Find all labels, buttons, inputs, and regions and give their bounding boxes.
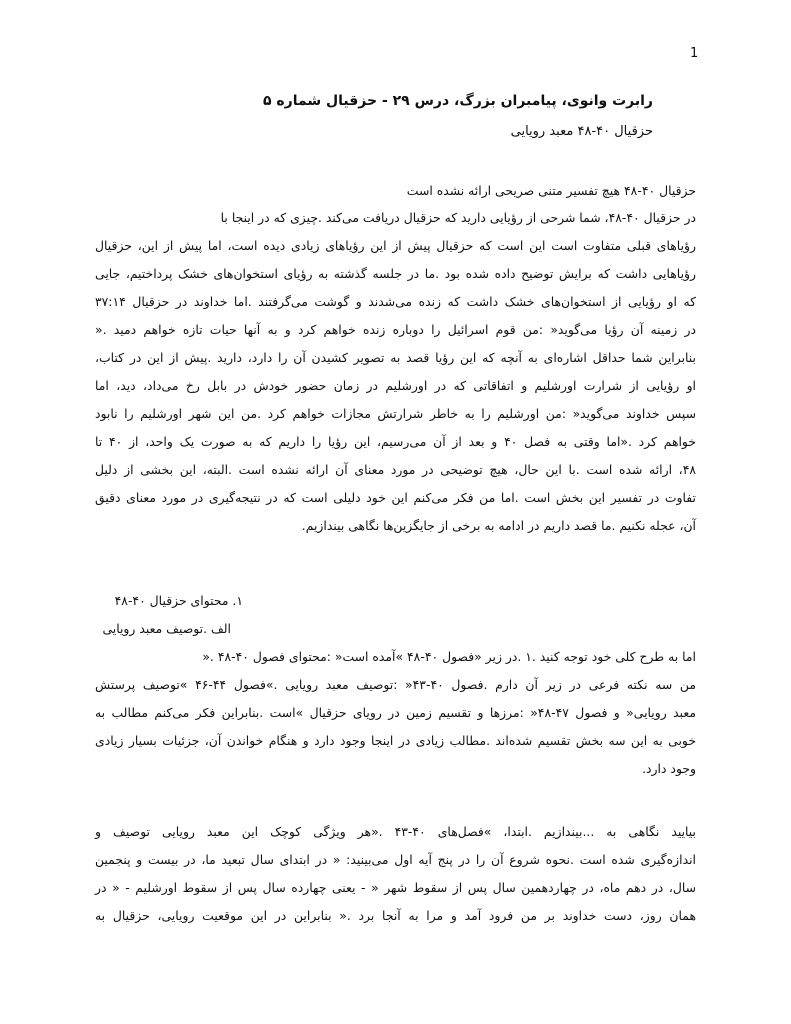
paragraph-line: آن، عجله نکنیم .ما قصد داریم در ادامه به برخی از جایگزین‌ها نگاهی بیندازیم.: [301, 518, 696, 533]
section-heading-no-interpretation: حزقیال ۴۰-۴۸ هیچ تفسیر متنی صریحی ارائه نشده است: [406, 183, 696, 198]
paragraph-line: من سه نکته فرعی در زیر آن دارم .فصول ۴۰-۴۳« :توصیف معبد رویایی .»فصول ۴۴-۴۶ »توصیف پرستش: [95, 677, 696, 692]
section-heading-contents: ۱. محتوای حزقیال ۴۰-۴۸: [114, 593, 243, 608]
paragraph-line: سپس خداوند می‌گوید« :من اورشلیم را به خاطر شرارتش مجازات خواهم کرد .من این شهر اورشلیم را نابود: [95, 406, 696, 421]
paragraph-line: سال، در دهم ماه، در چهاردهمین سال پس از سقوط شهر « - یعنی چهارده سال پس از سقوط اورشلیم - « در: [95, 880, 696, 895]
paragraph-line: رؤیاهای قبلی متفاوت است این است که حزقیال پیش از این رؤیاهای زیادی دیده است، اما پیش از این، حزقیال: [95, 238, 696, 253]
document-title: رابرت وانوی، پیامبران بزرگ، درس ۲۹ - حزقیال شماره ۵: [262, 93, 653, 109]
paragraph-line: بیایید نگاهی به ...بیندازیم .ابتدا، »فصل‌های ۴۰-۴۳ .«هر ویژگی کوچک این معبد رویایی توصیف و: [95, 824, 696, 839]
paragraph-line: بنابراین شما حداقل اشاره‌ای به آنچه که این رؤیا قصد به تصویر کشیدن آن را دارد، دارید .پیش از این در کتاب،: [95, 350, 696, 365]
paragraph-line: ۴۸، ارائه شده است .با این حال، هیچ توضیحی در مورد معنای آن ارائه نشده است .البته، این بخشی از دلیل: [95, 462, 696, 477]
paragraph-line: اما به طرح کلی خود توجه کنید .۱ .در زیر «فصول ۴۰-۴۸ »آمده است« :محتوای فصول ۴۰-۴۸ .«: [202, 649, 696, 664]
paragraph-line: همان روز، دست خداوند بر من فرود آمد و مرا به آنجا برد .« بنابراین در این موقعیت رویایی، حزقیال به: [95, 908, 696, 923]
paragraph-line: رؤیاهایی داشت که برایش توضیح داده شده بود .ما در جلسه گذشته به رؤیای استخوان‌های خشک پرداختیم، جایی: [95, 266, 696, 281]
paragraph-line: خوبی به این سه بخش تقسیم شده‌اند .مطالب زیادی در اینجا وجود دارد و هنگام خواندن آن، جزئیات بسیار زیادی: [95, 733, 696, 748]
paragraph-line: معبد رویایی« و فصول ۴۷-۴۸« :مرزها و تقسیم زمین در رویای حزقیال »است .بنابراین فکر می‌کنم مطالب به: [95, 705, 696, 720]
paragraph-line: در حزقیال ۴۰-۴۸، شما شرحی از رؤیایی دارید که حزقیال دریافت می‌کند .چیزی که در اینجا با: [220, 210, 696, 225]
paragraph-line: او رؤیایی از شرارت اورشلیم و اتفاقاتی که در اورشلیم در زمان حضور خودش در بابل رخ می‌داد، دید، اما: [95, 378, 696, 393]
subsection-heading-temple-description: الف .توصیف معبد رویایی: [102, 621, 231, 636]
paragraph-line: که او رؤیایی از استخوان‌های خشک داشت که زنده می‌شدند و گوشت می‌گرفتند .اما خداوند در حزقیال ۳۷:۱۴: [95, 294, 696, 309]
paragraph-line: خواهم کرد .«اما وقتی به فصل ۴۰ و بعد از آن می‌رسیم، این رؤیا را داریم که به صورت یک واحد، از ۴۰ تا: [95, 434, 696, 449]
paragraph-line: در زمینه آن رؤیا می‌گوید« :من قوم اسرائیل را دوباره زنده خواهم کرد و به آنها حیات تازه خواهم دمید .«: [95, 322, 696, 337]
paragraph-line: تفاوت در تفسیر این بخش است .اما من فکر می‌کنم این خود دلیلی است که در نتیجه‌گیری در مورد معنای دقیق: [95, 490, 696, 505]
paragraph-line: وجود دارد.: [642, 761, 696, 776]
paragraph-line: اندازه‌گیری شده است .نحوه شروع آن را در پنج آیه اول می‌بینید: « در ابتدای سال تبعید ما، در بیست و پنجمین: [95, 852, 696, 867]
page-number: 1: [690, 46, 699, 61]
document-subtitle: حزقیال ۴۰-۴۸ معبد رویایی: [510, 124, 653, 139]
